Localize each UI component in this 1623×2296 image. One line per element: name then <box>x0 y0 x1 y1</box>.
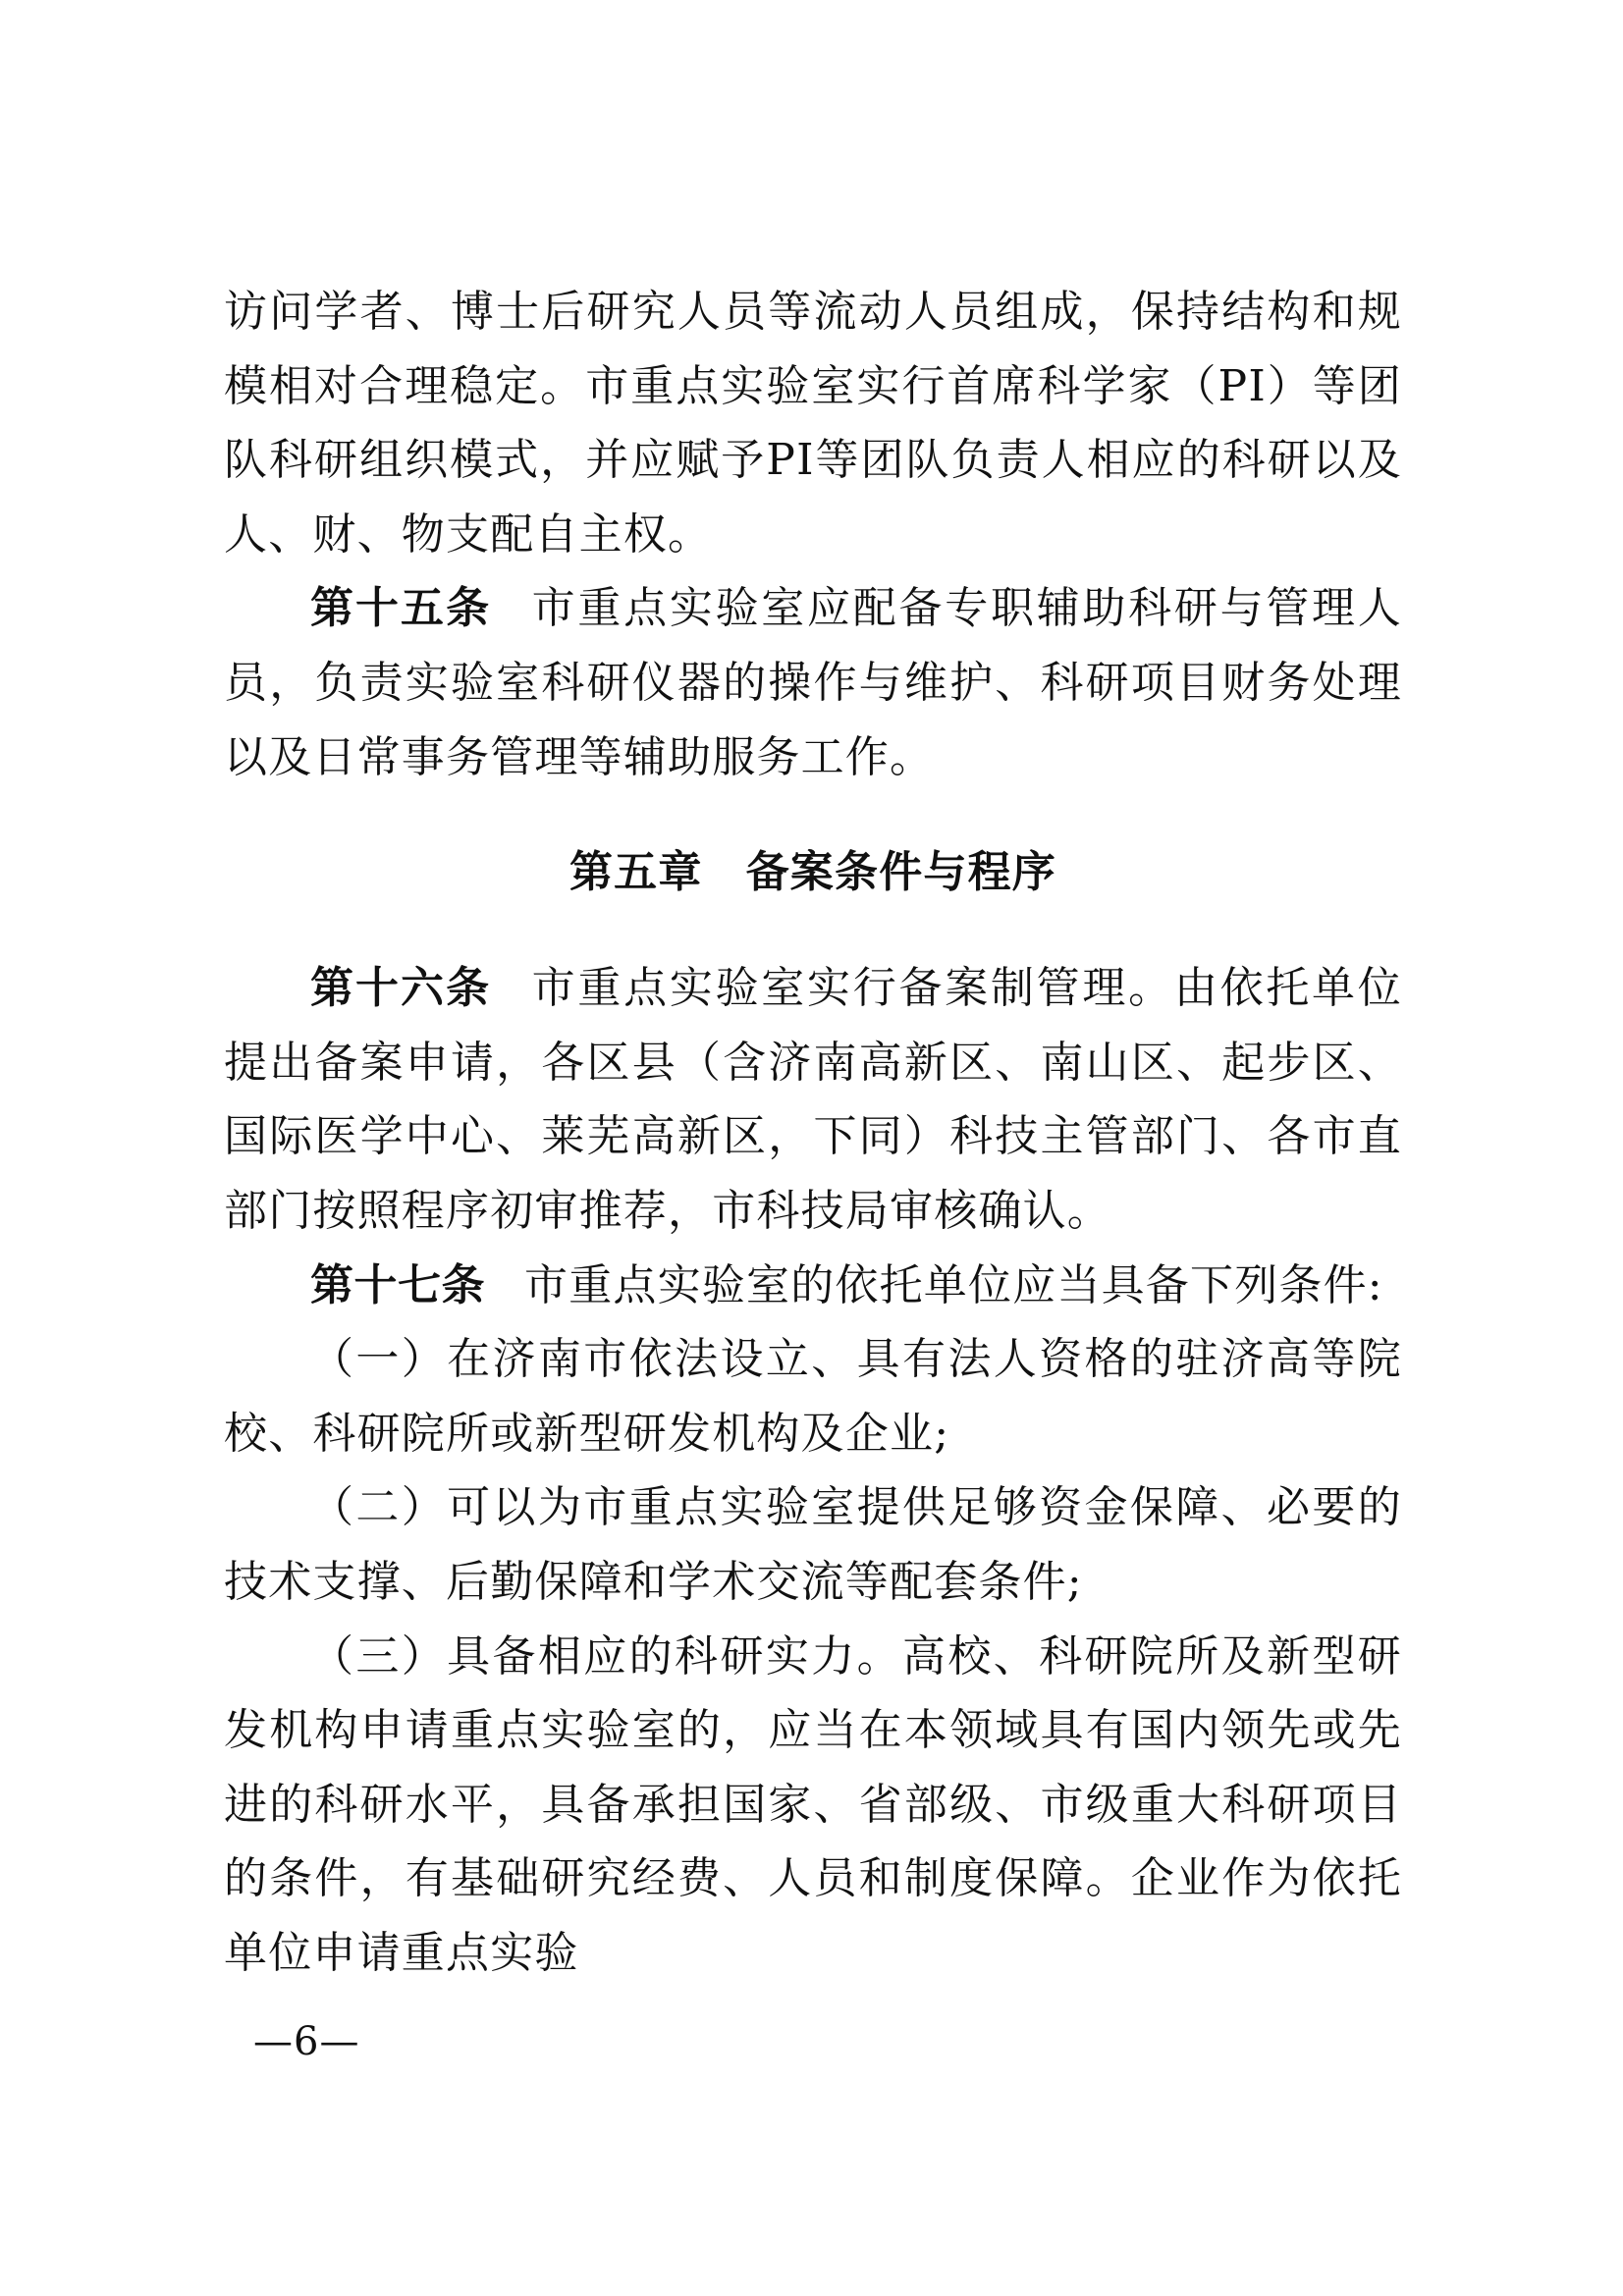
article-17-heading: 第十七条 <box>310 1259 485 1310</box>
chapter-number: 第五章 <box>568 847 703 898</box>
article-17-text: 市重点实验室的依托单位应当具备下列条件: <box>524 1259 1383 1310</box>
article-17-item-2 <box>224 1470 1402 1619</box>
article-15-text: 市重点实验室应配备专职辅助科研与管理人员，负责实验室科研仪器的操作与维护、科研项目财务处理以及日常事务管理等辅助服务工作。 <box>224 583 1402 782</box>
article-16 <box>224 951 1402 1248</box>
article-17 <box>224 1249 1402 1323</box>
chapter-title: 备案条件与程序 <box>745 847 1056 898</box>
paragraph-continuation <box>224 275 1402 571</box>
paragraph-text: 访问学者、博士后研究人员等流动人员组成，保持结构和规模相对合理稳定。市重点实验室实行首席科学家（PI）等团队科研组织模式，并应赋予PI等团队负责人相应的科研以及人、财、物支配自主权。 <box>224 287 1402 560</box>
chapter-heading <box>224 835 1402 910</box>
document-body <box>224 275 1402 1990</box>
item-2-text: （二）可以为市重点实验室提供足够资金保障、必要的技术支撑、后勤保障和学术交流等配套条件; <box>224 1482 1402 1607</box>
article-15 <box>224 571 1402 794</box>
page-number: —6— <box>253 2019 360 2064</box>
article-17-item-1 <box>224 1322 1402 1470</box>
article-17-item-3 <box>224 1620 1402 1991</box>
article-15-heading: 第十五条 <box>310 583 492 634</box>
item-3-text: （三）具备相应的科研实力。高校、科研院所及新型研发机构申请重点实验室的，应当在本领域具有国内领先或先进的科研水平，具备承担国家、省部级、市级重大科研项目的条件，有基础研究经费、人员和制度保障。企业作为依托单位申请重点实验 <box>224 1630 1402 1978</box>
item-1-text: （一）在济南市依法设立、具有法人资格的驻济高等院校、科研院所或新型研发机构及企业; <box>224 1334 1402 1459</box>
article-16-text: 市重点实验室实行备案制管理。由依托单位提出备案申请，各区县（含济南高新区、南山区、起步区、国际医学中心、莱芜高新区，下同）科技主管部门、各市直部门按照程序初审推荐，市科技局审核确认。 <box>224 963 1402 1236</box>
article-16-heading: 第十六条 <box>310 963 492 1014</box>
